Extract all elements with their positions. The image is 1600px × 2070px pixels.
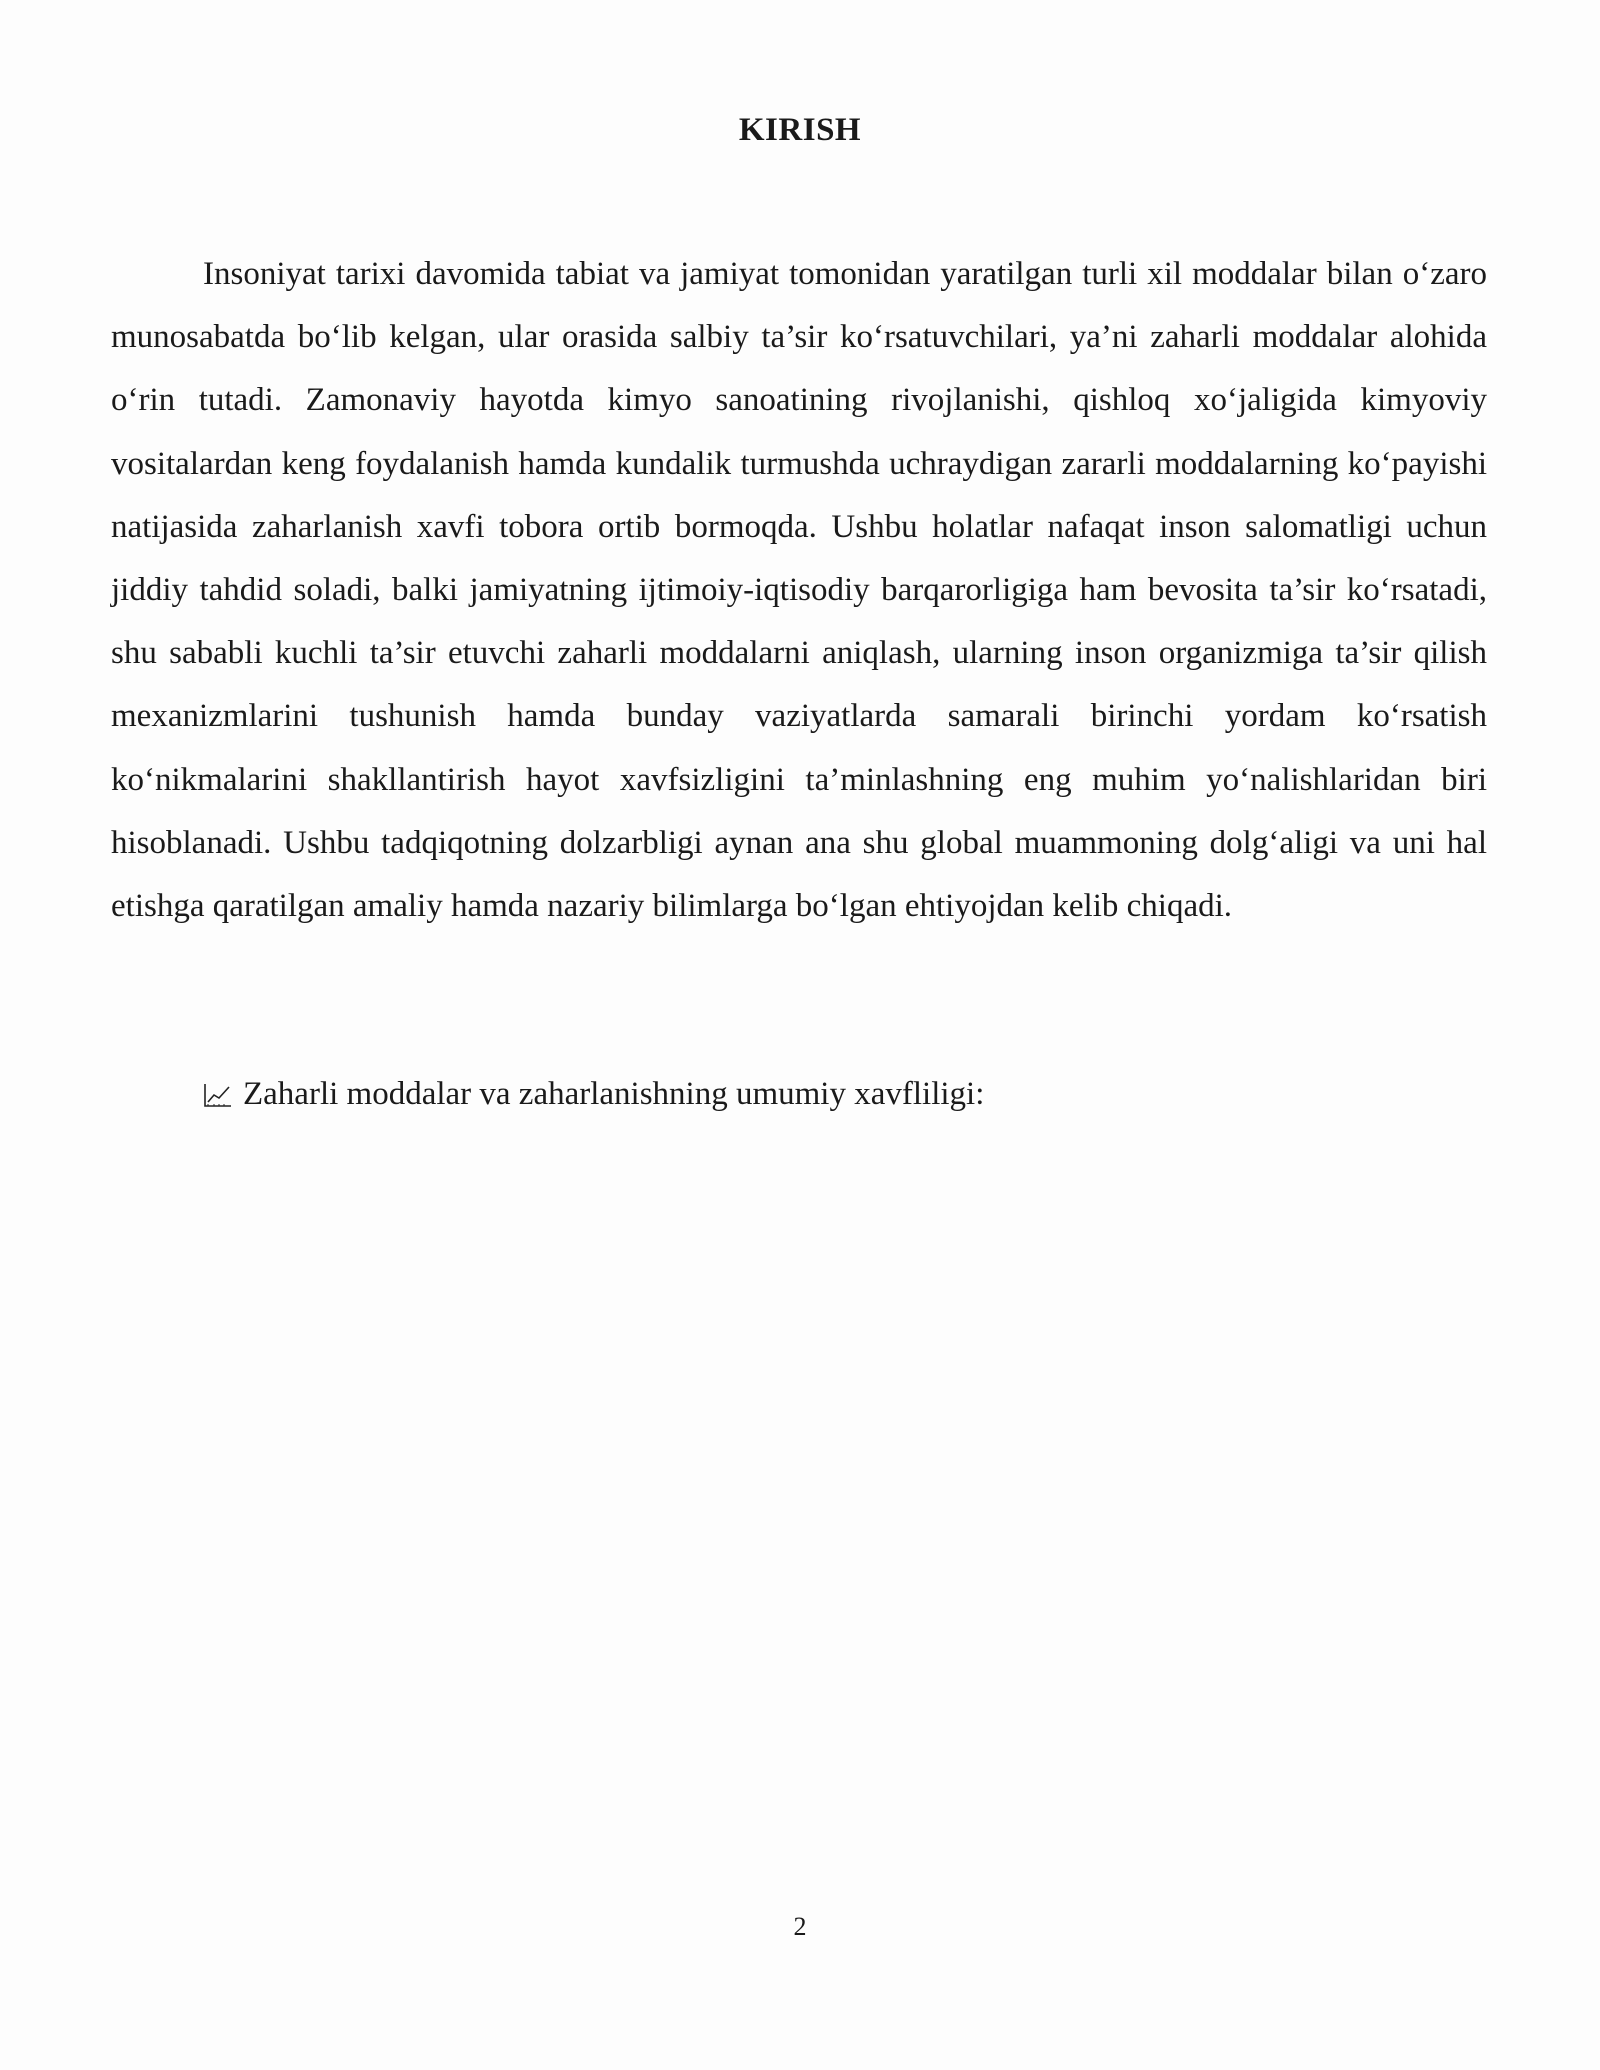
page-number: 2 [793,1912,807,1941]
intro-paragraph: Insoniyat tarixi davomida tabiat va jamiyat tomonidan yaratilgan turli xil moddalar bilan o‘zaro munosabatda bo‘lib kelgan, ular orasida salbiy ta’sir ko‘rsatuvchilari, ya’ni zaharli moddalar alohida o‘rin tutadi. Zamonaviy hayotda kimyo sanoatining rivojlanishi, qishloq xo‘jaligida kimyoviy vositalardan keng foydalanish hamda kundalik turmushda uchraydigan zararli moddalarning ko‘payishi natijasida zaharlanish xavfi tobora ortib bormoqda. Ushbu holatlar nafaqat inson salomatligi uchun jiddiy tahdid soladi, balki jamiyatning ijtimoiy-iqtisodiy barqarorligiga ham bevosita ta’sir ko‘rsatadi, shu sababli kuchli ta’sir etuvchi zaharli moddalarni aniqlash, ularning inson organizmiga ta’sir qilish mexanizmlarini tushunish hamda bunday vaziyatlarda samarali birinchi yordam ko‘rsatish ko‘nikmalarini shakllantirish hayot xavfsizligini ta’minlashning eng muhim yo‘nalishlaridan biri hisoblanadi. Ushbu tadqiqotning dolzarbligi aynan ana shu global muammoning dolg‘aligi va uni hal etishga qaratilgan amaliy hamda nazariy bilimlarga bo‘lgan ehtiyojdan kelib chiqadi. [111,256,1487,925]
section-title: KIRISH [738,112,862,148]
bullet-line [203,1063,984,1130]
chart-increasing-icon [203,1067,233,1130]
bullet-text: Zaharli moddalar va zaharlanishning umumiy xavfliligi: [243,1076,985,1112]
